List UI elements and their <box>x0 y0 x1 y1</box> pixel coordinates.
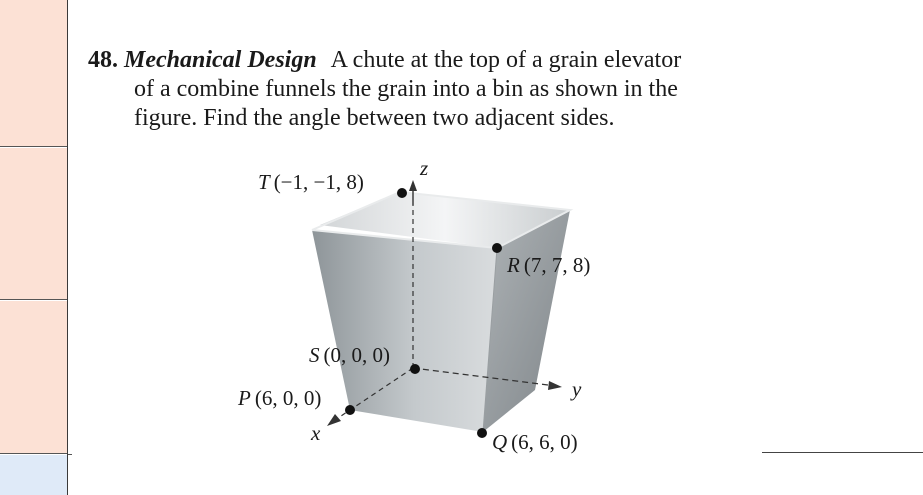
x-axis-arrow <box>327 414 341 426</box>
point-S-dot <box>410 364 420 374</box>
problem-title: Mechanical Design <box>124 47 317 73</box>
problem-line-3: figure. Find the angle between two adjacent sides. <box>134 105 615 131</box>
point-R-label <box>506 253 590 277</box>
point-T-dot <box>397 188 407 198</box>
point-R-letter: R <box>507 253 520 277</box>
point-R-dot <box>492 243 502 253</box>
z-axis-label: z <box>420 156 429 180</box>
point-T-coords: (−1, −1, 8) <box>273 170 364 194</box>
point-P-coords: (6, 0, 0) <box>254 386 322 410</box>
point-T-letter: T <box>258 170 270 194</box>
point-Q-dot <box>477 428 487 438</box>
point-Q-label <box>492 430 578 454</box>
point-Q-coords: (6, 6, 0) <box>511 430 578 454</box>
z-axis-arrow <box>409 180 417 191</box>
y-axis-arrow <box>548 381 562 390</box>
point-P-label <box>237 386 321 410</box>
problem-text-1: A chute at the top of a grain elevator <box>330 47 682 73</box>
problem-line-2: of a combine funnels the grain into a bin as shown in the <box>134 76 678 102</box>
point-T-label <box>258 170 364 194</box>
chute-front-face <box>312 230 497 432</box>
x-axis-label: x <box>311 421 321 445</box>
problem-number: 48. <box>88 47 118 73</box>
point-P-letter: P <box>238 386 251 410</box>
point-S-letter: S <box>309 343 320 367</box>
point-S-label <box>309 343 390 367</box>
point-P-dot <box>345 405 355 415</box>
y-axis-label: y <box>572 377 582 401</box>
point-R-coords: (7, 7, 8) <box>523 253 591 277</box>
point-Q-letter: Q <box>492 430 508 454</box>
point-S-coords: (0, 0, 0) <box>323 343 390 367</box>
